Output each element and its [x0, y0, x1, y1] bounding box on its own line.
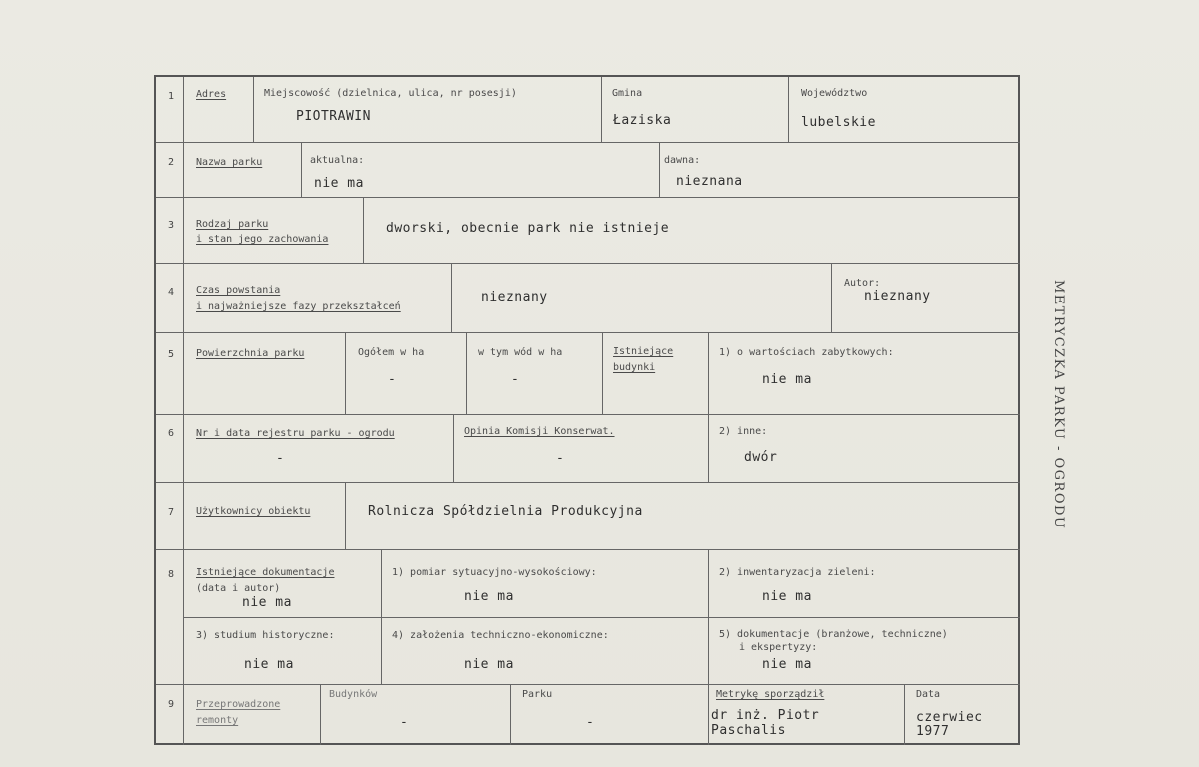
dawna-cell: [660, 143, 1020, 198]
dokumentacje-value: nie ma: [242, 595, 292, 610]
wartosci-value: nie ma: [762, 372, 812, 387]
metryka-author-2: Paschalis: [711, 723, 786, 738]
czas-powstania-label-2: i najważniejsze fazy przekształceń: [196, 301, 401, 312]
nazwa-parku-label: Nazwa parku: [196, 157, 263, 168]
wod-value: -: [511, 372, 520, 387]
row-5-label-cell: [184, 333, 346, 415]
rodzaj-parku-label-2: i stan jego zachowania: [196, 234, 329, 245]
wod-label: w tym wód w ha: [478, 347, 563, 358]
aktualna-label: aktualna:: [310, 155, 365, 166]
row-9-number: 9: [168, 699, 175, 710]
row-1-num-cell: [156, 77, 184, 143]
rejestr-label: Nr i data rejestru parku - ogrodu: [196, 428, 395, 439]
uzytkownicy-label: Użytkownicy obiektu: [196, 506, 311, 517]
zalozenia-label: 4) założenia techniczno-ekonomiczne:: [392, 630, 609, 641]
park-form: [154, 75, 1020, 745]
row-7-number: 7: [168, 507, 175, 518]
metryka-author-1: dr inż. Piotr: [711, 708, 820, 723]
gmina-cell: [602, 77, 789, 143]
opinia-label: Opinia Komisji Konserwat.: [464, 426, 615, 437]
metryka-label: Metrykę sporządził: [716, 689, 825, 700]
pomiar-cell: [382, 550, 709, 618]
opinia-value: -: [556, 451, 565, 466]
miejscowosc-label: Miejscowość (dzielnica, ulica, nr posesji): [264, 88, 517, 99]
side-title: METRYCZKA PARKU - OGRODU: [1051, 280, 1066, 530]
budynki-label-2: budynki: [613, 362, 656, 373]
czas-powstania-label-1: Czas powstania: [196, 285, 281, 296]
row-3-number: 3: [168, 220, 175, 231]
data-label: Data: [916, 689, 941, 700]
budynkow-value: -: [400, 715, 409, 730]
aktualna-value: nie ma: [314, 176, 364, 191]
studium-label: 3) studium historyczne:: [196, 630, 335, 641]
wod-cell: [467, 333, 603, 415]
inwentaryzacja-cell: [709, 550, 1020, 618]
uzytkownicy-value: Rolnicza Spółdzielnia Produkcyjna: [368, 504, 643, 519]
row-5-number: 5: [168, 349, 175, 360]
ogolem-cell: [346, 333, 467, 415]
czas-powstania-value: nieznany: [481, 290, 548, 305]
pomiar-value: nie ma: [464, 589, 514, 604]
rejestr-value: -: [276, 451, 285, 466]
parku-remont-label: Parku: [522, 689, 553, 700]
wartosci-cell: [709, 333, 1020, 415]
row-6-num-cell: [156, 415, 184, 483]
row-1-number: 1: [168, 91, 175, 102]
budynkow-label: Budynków: [329, 689, 378, 700]
miejscowosc-value: PIOTRAWIN: [296, 109, 371, 124]
ogolem-value: -: [388, 372, 397, 387]
budynki-label-1: Istniejące: [613, 346, 674, 357]
row-4-number: 4: [168, 287, 175, 298]
zalozenia-value: nie ma: [464, 657, 514, 672]
ogolem-label: Ogółem w ha: [358, 347, 425, 358]
row-2-num-cell: [156, 143, 184, 198]
row-2-number: 2: [168, 157, 175, 168]
rodzaj-parku-label-1: Rodzaj parku: [196, 219, 269, 230]
wojewodztwo-label: Województwo: [801, 88, 868, 99]
rodzaj-parku-value: dworski, obecnie park nie istnieje: [386, 221, 670, 236]
wojewodztwo-value: lubelskie: [801, 115, 876, 130]
inne-label: 2) inne:: [719, 426, 768, 437]
autor-value: nieznany: [864, 289, 931, 304]
row-6-number: 6: [168, 428, 175, 439]
row-3-label-cell: [184, 198, 364, 264]
wartosci-label: 1) o wartościach zabytkowych:: [719, 347, 894, 358]
dawna-label: dawna:: [664, 155, 701, 166]
dokumentacje-branzowe-label-1: 5) dokumentacje (branżowe, techniczne): [719, 629, 948, 640]
gmina-value: Łaziska: [613, 113, 672, 128]
parku-remont-value: -: [586, 715, 595, 730]
studium-value: nie ma: [244, 657, 294, 672]
wojewodztwo-cell: [789, 77, 1020, 143]
autor-label: Autor:: [844, 278, 881, 289]
dokumentacje-label-1: Istniejące dokumentacje: [196, 567, 335, 578]
row-9-num-cell: [156, 685, 184, 745]
zalozenia-cell: [382, 618, 709, 685]
gmina-label: Gmina: [612, 88, 643, 99]
studium-cell: [184, 618, 382, 685]
powierzchnia-label: Powierzchnia parku: [196, 348, 305, 359]
row-4-label-cell: [184, 264, 452, 333]
inne-value: dwór: [744, 450, 778, 465]
row-1-label-cell: [184, 77, 254, 143]
row-2-label-cell: [184, 143, 302, 198]
dokumentacje-label-2: (data i autor): [196, 583, 281, 594]
data-value-2: 1977: [916, 724, 950, 739]
remonty-label-1: Przeprowadzone: [196, 699, 281, 710]
dawna-value: nieznana: [676, 174, 743, 189]
row-8-number: 8: [168, 569, 175, 580]
row-5-num-cell: [156, 333, 184, 415]
inwentaryzacja-value: nie ma: [762, 589, 812, 604]
dokumentacje-branzowe-label-2: i ekspertyzy:: [739, 642, 818, 653]
data-value-1: czerwiec: [916, 710, 983, 725]
inwentaryzacja-label: 2) inwentaryzacja zieleni:: [719, 567, 876, 578]
dokumentacje-branzowe-value: nie ma: [762, 657, 812, 672]
row-4-num-cell: [156, 264, 184, 333]
pomiar-label: 1) pomiar sytuacyjno-wysokościowy:: [392, 567, 597, 578]
remonty-label-2: remonty: [196, 715, 239, 726]
row-3-num-cell: [156, 198, 184, 264]
adres-label: Adres: [196, 89, 227, 100]
rejestr-cell: [184, 415, 454, 483]
